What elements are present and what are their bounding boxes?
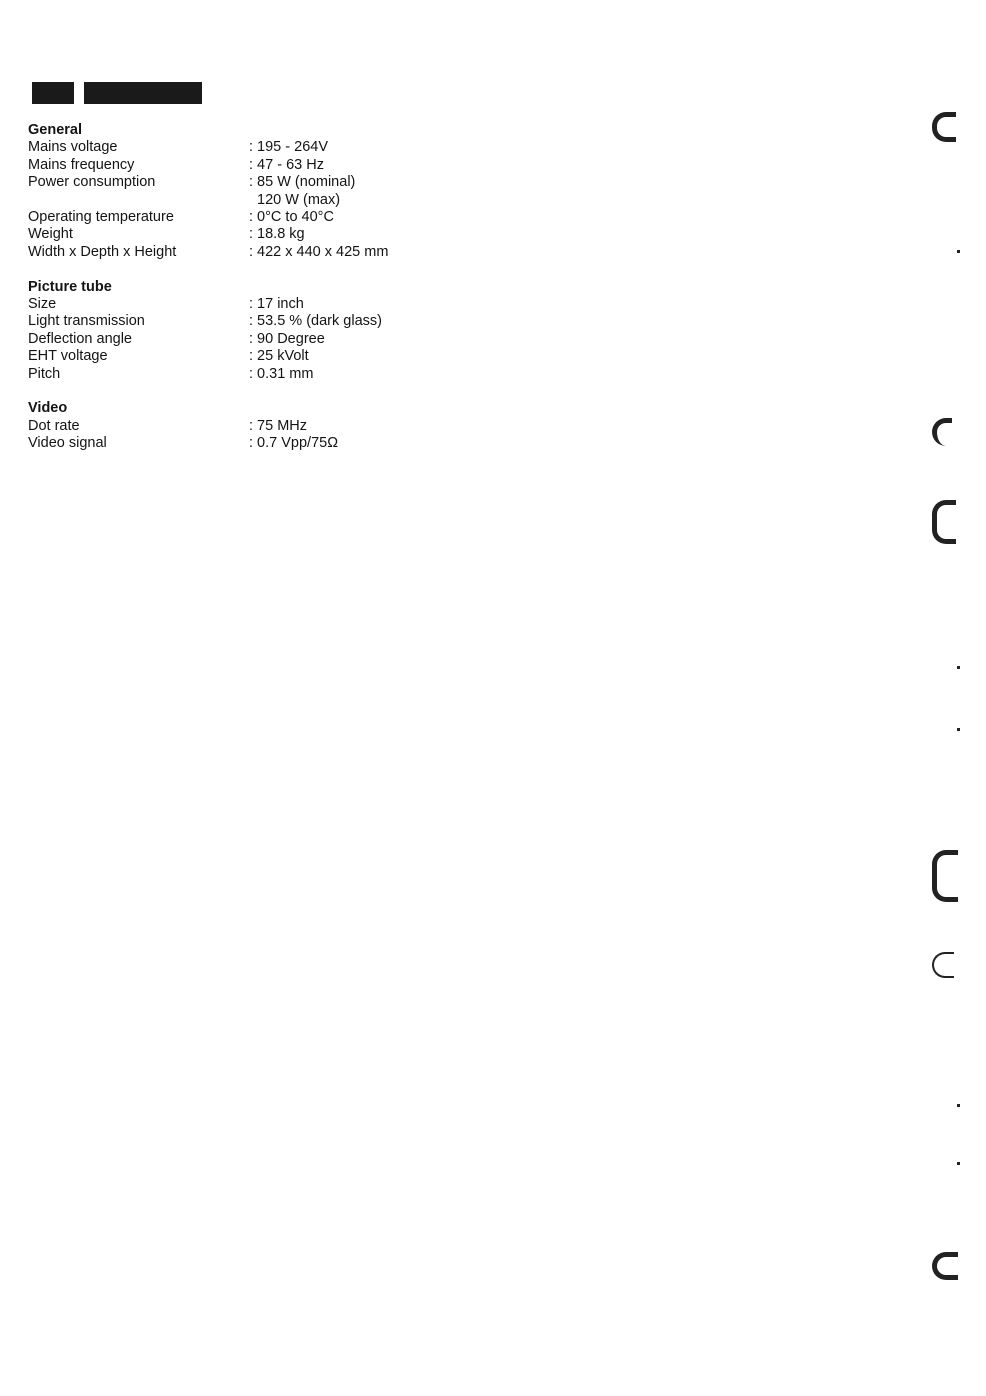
spec-label: Mains voltage bbox=[28, 139, 118, 156]
spec-row bbox=[28, 157, 388, 174]
binding-mark bbox=[932, 850, 958, 902]
spec-label: Mains frequency bbox=[28, 156, 135, 173]
spec-row bbox=[28, 139, 388, 156]
spec-row bbox=[28, 244, 388, 261]
scan-dot bbox=[957, 250, 960, 253]
spec-value: : 25 kVolt bbox=[249, 348, 309, 365]
spec-value: : 18.8 kg bbox=[249, 226, 305, 243]
spec-section-heading: Picture tube bbox=[28, 278, 112, 295]
spec-row bbox=[28, 331, 388, 348]
spec-value: : 53.5 % (dark glass) bbox=[249, 313, 382, 330]
spec-label: Width x Depth x Height bbox=[28, 243, 177, 260]
binding-mark bbox=[932, 500, 956, 544]
spec-row bbox=[28, 366, 388, 383]
spacer bbox=[28, 261, 388, 278]
spec-row bbox=[28, 192, 388, 209]
binding-mark bbox=[932, 112, 956, 142]
spec-label: Dot rate bbox=[28, 417, 80, 434]
spec-label bbox=[28, 192, 249, 209]
spec-label: EHT voltage bbox=[28, 348, 108, 365]
spec-value: : 0°C to 40°C bbox=[249, 209, 334, 226]
spec-row bbox=[28, 209, 388, 226]
model-badge bbox=[84, 82, 202, 104]
spec-row bbox=[28, 313, 388, 330]
spec-section-heading: General bbox=[28, 122, 82, 138]
spec-label: Video signal bbox=[28, 435, 107, 452]
spec-row bbox=[28, 348, 388, 365]
scan-dot bbox=[957, 1104, 960, 1107]
spec-row bbox=[28, 418, 388, 435]
spec-label: Weight bbox=[28, 226, 73, 243]
spec-label: Light transmission bbox=[28, 313, 145, 330]
spec-label: Pitch bbox=[28, 365, 61, 382]
spec-section-heading: Video bbox=[28, 400, 68, 417]
scan-dot bbox=[957, 1162, 960, 1165]
spec-row bbox=[28, 296, 388, 313]
spec-row bbox=[28, 435, 388, 452]
spec-value: : 90 Degree bbox=[249, 330, 325, 347]
specs-left-column bbox=[28, 122, 388, 453]
spec-value: 120 W (max) bbox=[249, 191, 341, 208]
spec-label: Operating temperature bbox=[28, 209, 174, 226]
spec-value: : 75 MHz bbox=[249, 417, 308, 434]
spec-value: : 0.31 mm bbox=[249, 365, 314, 382]
section-number-badge bbox=[32, 82, 74, 104]
scan-dot bbox=[957, 728, 960, 731]
spec-value: : 17 inch bbox=[249, 296, 304, 313]
spec-label: Power consumption bbox=[28, 174, 156, 191]
spec-row bbox=[28, 174, 388, 191]
binding-mark bbox=[932, 952, 954, 978]
spec-label: Size bbox=[28, 296, 57, 313]
spec-value: : 85 W (nominal) bbox=[249, 174, 356, 191]
spec-value: : 195 - 264V bbox=[249, 139, 328, 156]
spec-value: : 47 - 63 Hz bbox=[249, 156, 324, 173]
spec-value: : 0.7 Vpp/75Ω bbox=[249, 435, 339, 452]
spec-value: : 422 x 440 x 425 mm bbox=[249, 243, 389, 260]
binding-mark bbox=[932, 418, 952, 446]
spec-row bbox=[28, 226, 388, 243]
spec-label: Deflection angle bbox=[28, 330, 132, 347]
binding-mark bbox=[932, 1252, 958, 1280]
scan-dot bbox=[957, 666, 960, 669]
spacer bbox=[28, 383, 388, 400]
